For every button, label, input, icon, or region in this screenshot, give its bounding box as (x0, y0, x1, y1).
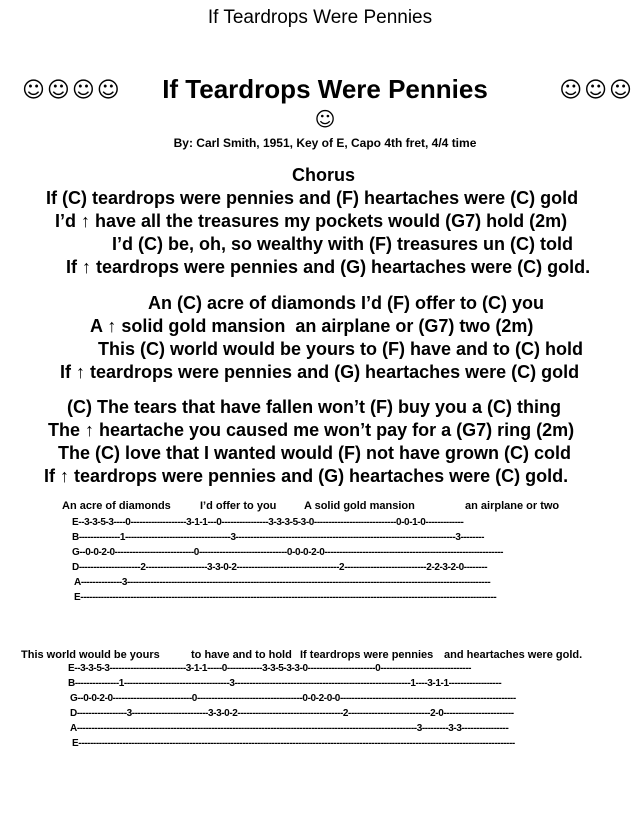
tab-header: I’d offer to you (200, 500, 277, 512)
tab-string-line: A--------------------------------------------------------------------------------------------------------------------3---------3-3---------------- (70, 723, 509, 734)
lyric-line: This (C) world would be yours to (F) have and to (C) hold (98, 339, 583, 359)
tab-string-line: E--3-3-5-3--------------------------3-1-1-----0------------3-3-5-3-3-0-----------------------0------------------------------- (68, 663, 472, 674)
lyric-line: The ↑ heartache you caused me won’t pay for a (G7) ring (2m) (48, 420, 575, 440)
tab-string-line: G--0-0-2-0---------------------------0------------------------------0-0-0-2-0------------------------------------------------------------- (72, 547, 504, 558)
lyric-line: A ↑ solid gold mansion an airplane or (G7) two (2m) (90, 316, 534, 336)
lyric-line: I’d ↑ have all the treasures my pockets would (G7) hold (2m) (55, 211, 568, 231)
tab-string-line: B--------------1------------------------------------3---------------------------------------------------------------------------3-------- (72, 532, 485, 543)
page-title: If Teardrops Were Pennies (207, 7, 433, 28)
lyric-line: An (C) acre of diamonds I’d (F) offer to (C) you (148, 293, 544, 313)
lyric-line: If ↑ teardrops were pennies and (G) heartaches were (C) gold (60, 362, 580, 382)
chorus-heading: Chorus (292, 165, 355, 185)
smiley-icon: ☺ (314, 107, 336, 131)
tab-string-line: E--3-3-5-3----0-------------------3-1-1---0----------------3-3-3-5-3-0----------------------------0-0-1-0------------- (72, 517, 464, 528)
smiley-icons-left: ☺☺☺☺ (22, 78, 122, 103)
tab-string-line: D-----------------3--------------------------3-3-0-2------------------------------------2----------------------------2-0------------------------ (70, 708, 514, 719)
tab-string-line: E---------------------------------------------------------------------------------------------------------------------------------------------- (74, 592, 497, 603)
lyric-line: If ↑ teardrops were pennies and (G) heartaches were (C) gold. (44, 466, 569, 486)
lyric-line: If ↑ teardrops were pennies and (G) heartaches were (C) gold. (66, 257, 591, 277)
tab-header: This world would be yours (21, 649, 160, 661)
lyric-line: The (C) love that I wanted would (F) not have grown (C) cold (58, 443, 571, 463)
tab-string-line: G--0-0-2-0---------------------------0------------------------------------0-0-2-0-0------------------------------------------------------------ (70, 693, 516, 704)
lyrics (0, 165, 640, 522)
smiley-icons-right: ☺☺☺ (559, 78, 634, 103)
lyric-line: I’d (C) be, oh, so wealthy with (F) treasures un (C) told (112, 234, 574, 254)
lyric-line: If (C) teardrops were pennies and (F) heartaches were (C) gold (46, 188, 579, 208)
tab-header: and heartaches were gold. (444, 649, 583, 661)
lyric-line: (C) The tears that have fallen won’t (F) buy you a (C) thing (67, 397, 562, 417)
tab-header: an airplane or two (465, 500, 560, 512)
tab-header: to have and to hold (191, 649, 292, 661)
byline: By: Carl Smith, 1951, Key of E, Capo 4th fret, 4/4 time (173, 136, 477, 150)
song-title: If Teardrops Were Pennies (162, 74, 488, 104)
tab-header: If teardrops were pennies (300, 649, 434, 661)
tab-header: An acre of diamonds (62, 500, 171, 512)
tab-string-line: D---------------------2---------------------3-3-0-2-----------------------------------2----------------------------2-2-3-2-0-------- (72, 562, 488, 573)
tab-string-line: E----------------------------------------------------------------------------------------------------------------------------------------------------- (72, 738, 515, 749)
song-header (0, 74, 640, 108)
tab-header: A solid gold mansion (304, 500, 415, 512)
tab-string-line: B---------------1------------------------------------3------------------------------------------------------------1----3-1-1------------------ (68, 678, 502, 689)
tab-string-line: A--------------3---------------------------------------------------------------------------------------------------------------------------- (74, 577, 491, 588)
